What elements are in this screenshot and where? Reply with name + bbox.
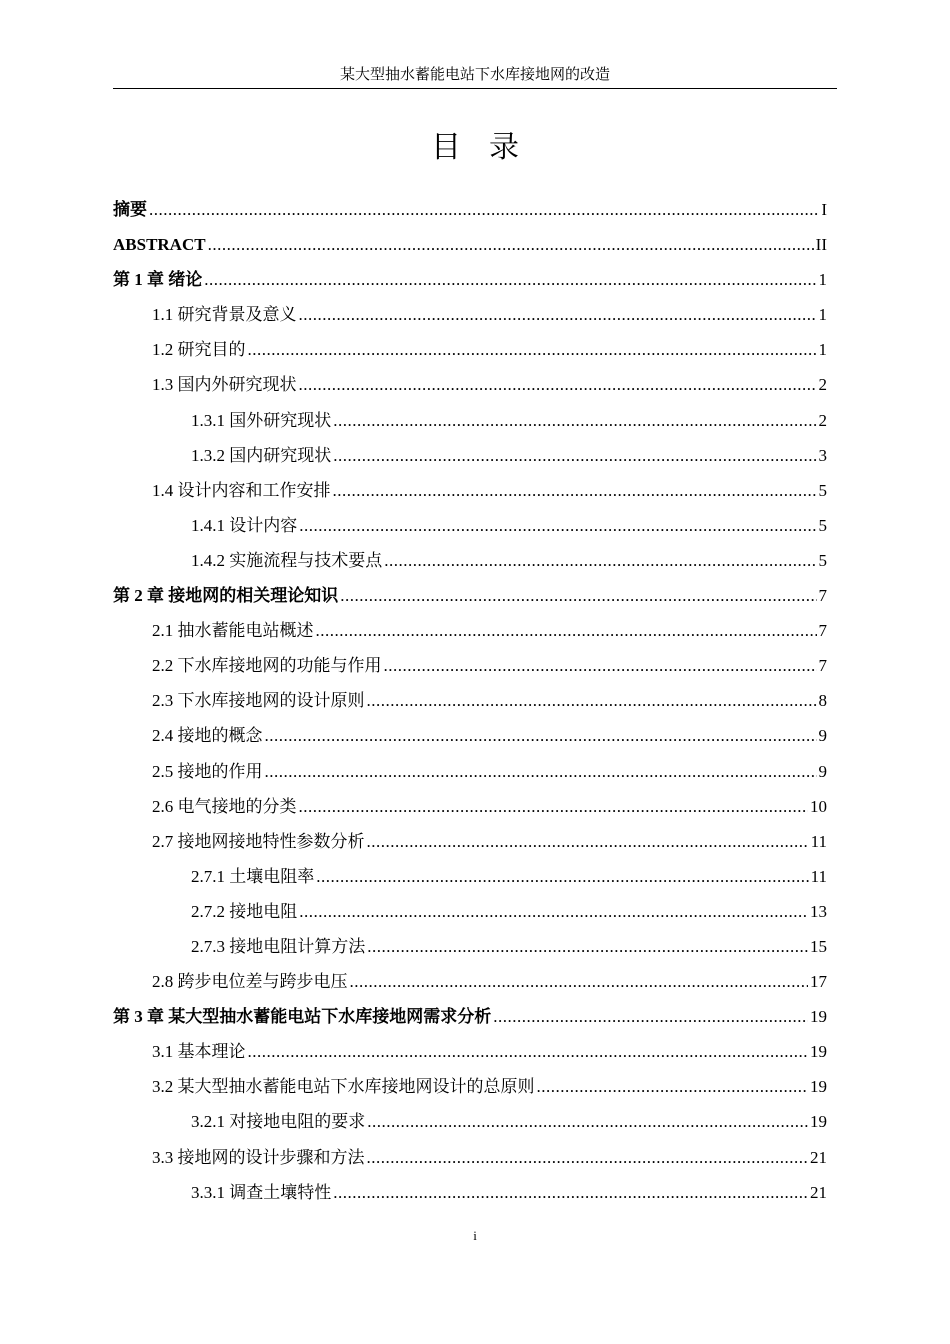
toc-entry[interactable] — [113, 789, 827, 824]
toc-entry-label: 2.7.2 接地电阻 — [191, 901, 298, 921]
toc-entry-label: 1.1 研究背景及意义 — [152, 305, 297, 325]
toc-entry[interactable] — [113, 262, 827, 297]
toc-dot-leader — [248, 1034, 809, 1069]
toc-entry-page: 15 — [810, 936, 827, 956]
toc-entry-label: 2.3 下水库接地网的设计原则 — [152, 691, 365, 711]
toc-entry-label: 1.4 设计内容和工作安排 — [152, 480, 331, 500]
toc-entry-page: 1 — [818, 270, 827, 290]
toc-entry-label: 3.3 接地网的设计步骤和方法 — [152, 1147, 365, 1167]
toc-entry-page: 7 — [818, 656, 827, 676]
toc-entry-label: 2.7.1 土壤电阻率 — [191, 866, 315, 886]
toc-entry-page: 19 — [810, 1042, 827, 1062]
toc-dot-leader — [208, 227, 814, 262]
page-number: i — [473, 1228, 477, 1243]
toc-entry[interactable] — [113, 1104, 827, 1139]
toc-entry[interactable] — [113, 824, 827, 859]
toc-entry[interactable] — [113, 297, 827, 332]
toc-entry-label: 1.4.1 设计内容 — [191, 515, 298, 535]
toc-entry[interactable] — [113, 1034, 827, 1069]
toc-entry-page: 19 — [810, 1077, 827, 1097]
toc-entry-page: 9 — [818, 726, 827, 746]
toc-entry-page: I — [821, 200, 827, 219]
toc-dot-leader — [367, 683, 817, 718]
toc-dot-leader — [299, 894, 808, 929]
toc-entry-page: 5 — [818, 515, 827, 535]
header-rule — [113, 88, 837, 89]
toc-dot-leader — [299, 297, 817, 332]
toc-entry-page: 17 — [810, 972, 827, 992]
toc-entry-label: 2.1 抽水蓄能电站概述 — [152, 621, 314, 641]
toc-entry[interactable] — [113, 438, 827, 473]
toc-entry-page: 1 — [818, 340, 827, 360]
toc-entry-page: 7 — [818, 621, 827, 641]
toc-entry-label: 2.6 电气接地的分类 — [152, 796, 297, 816]
toc-dot-leader — [149, 192, 819, 227]
toc-entry-label: 2.7.3 接地电阻计算方法 — [191, 936, 366, 956]
toc-entry-label: 2.8 跨步电位差与跨步电压 — [152, 972, 348, 992]
toc-dot-leader — [493, 999, 808, 1034]
toc-entry-page: 19 — [810, 1112, 827, 1132]
toc-entry[interactable] — [113, 683, 827, 718]
toc-dot-leader — [299, 508, 816, 543]
toc-dot-leader — [333, 403, 816, 438]
toc-entry-label: 3.3.1 调查土壤特性 — [191, 1182, 332, 1202]
toc-entry[interactable] — [113, 332, 827, 367]
toc-dot-leader — [333, 473, 817, 508]
toc-entry[interactable] — [113, 648, 827, 683]
toc-entry[interactable] — [113, 403, 827, 438]
toc-entry[interactable] — [113, 1140, 827, 1175]
toc-dot-leader — [350, 964, 809, 999]
toc-dot-leader — [333, 438, 816, 473]
toc-entry[interactable] — [113, 964, 827, 999]
toc-entry[interactable] — [113, 543, 827, 578]
toc-entry[interactable] — [113, 929, 827, 964]
toc-entry-page: 13 — [810, 901, 827, 921]
toc-dot-leader — [537, 1069, 809, 1104]
toc-entry-label: 1.2 研究目的 — [152, 340, 246, 360]
toc-dot-leader — [384, 648, 817, 683]
table-of-contents — [113, 192, 827, 1210]
toc-entry[interactable] — [113, 894, 827, 929]
toc-entry[interactable] — [113, 578, 827, 613]
toc-dot-leader — [265, 718, 817, 753]
toc-entry-page: 3 — [818, 445, 827, 465]
toc-dot-leader — [316, 613, 817, 648]
toc-dot-leader — [333, 1175, 808, 1210]
toc-entry-page: 21 — [810, 1147, 827, 1167]
toc-entry-page: 2 — [818, 410, 827, 430]
toc-entry[interactable] — [113, 718, 827, 753]
toc-entry-label: 3.1 基本理论 — [152, 1042, 246, 1062]
toc-dot-leader — [367, 824, 809, 859]
toc-entry-page: 9 — [818, 761, 827, 781]
toc-entry-label: 2.5 接地的作用 — [152, 761, 263, 781]
toc-entry-page: 7 — [818, 586, 827, 606]
toc-dot-leader — [299, 789, 809, 824]
toc-entry-page: 10 — [810, 796, 827, 816]
toc-entry[interactable] — [113, 999, 827, 1034]
toc-entry-page: 19 — [810, 1007, 827, 1027]
toc-entry[interactable] — [113, 192, 827, 227]
toc-dot-leader — [367, 1104, 808, 1139]
toc-entry-page: 11 — [810, 831, 827, 851]
toc-dot-leader — [299, 367, 817, 402]
toc-entry[interactable] — [113, 754, 827, 789]
toc-entry[interactable] — [113, 1069, 827, 1104]
toc-dot-leader — [340, 578, 816, 613]
toc-entry[interactable] — [113, 473, 827, 508]
toc-entry-page: II — [815, 235, 827, 255]
toc-dot-leader — [367, 929, 808, 964]
toc-entry-label: 3.2 某大型抽水蓄能电站下水库接地网设计的总原则 — [152, 1077, 535, 1097]
toc-dot-leader — [316, 859, 808, 894]
toc-entry-label: 第 1 章 绪论 — [113, 270, 203, 290]
toc-entry-label: 3.2.1 对接地电阻的要求 — [191, 1112, 366, 1132]
toc-dot-leader — [248, 332, 817, 367]
toc-entry-label: 第 2 章 接地网的相关理论知识 — [113, 586, 339, 606]
toc-title: 目录 — [431, 131, 547, 164]
toc-entry-label: 1.4.2 实施流程与技术要点 — [191, 550, 383, 570]
toc-entry-label: 2.2 下水库接地网的功能与作用 — [152, 656, 382, 676]
toc-entry-label: 2.7 接地网接地特性参数分析 — [152, 831, 365, 851]
toc-entry[interactable] — [113, 613, 827, 648]
toc-entry[interactable] — [113, 367, 827, 402]
toc-entry-page: 1 — [818, 305, 827, 325]
toc-dot-leader — [265, 754, 817, 789]
toc-entry-label: 第 3 章 某大型抽水蓄能电站下水库接地网需求分析 — [113, 1007, 492, 1027]
toc-entry-page: 11 — [810, 866, 827, 886]
toc-entry-label: ABSTRACT — [113, 235, 206, 255]
toc-entry-page: 21 — [810, 1182, 827, 1202]
toc-entry-page: 5 — [818, 550, 827, 570]
toc-entry-label: 2.4 接地的概念 — [152, 726, 263, 746]
toc-entry-label: 1.3.2 国内研究现状 — [191, 445, 332, 465]
toc-entry[interactable] — [113, 227, 827, 262]
toc-dot-leader — [367, 1140, 809, 1175]
toc-dot-leader — [384, 543, 816, 578]
toc-entry[interactable] — [113, 859, 827, 894]
toc-entry-page: 2 — [818, 375, 827, 395]
toc-entry-label: 1.3.1 国外研究现状 — [191, 410, 332, 430]
toc-entry[interactable] — [113, 1175, 827, 1210]
toc-entry-page: 8 — [818, 691, 827, 711]
toc-dot-leader — [204, 262, 816, 297]
toc-entry[interactable] — [113, 508, 827, 543]
toc-entry-label: 摘要 — [113, 200, 147, 219]
running-header: 某大型抽水蓄能电站下水库接地网的改造 — [339, 67, 610, 83]
toc-entry-label: 1.3 国内外研究现状 — [152, 375, 297, 395]
toc-entry-page: 5 — [818, 480, 827, 500]
